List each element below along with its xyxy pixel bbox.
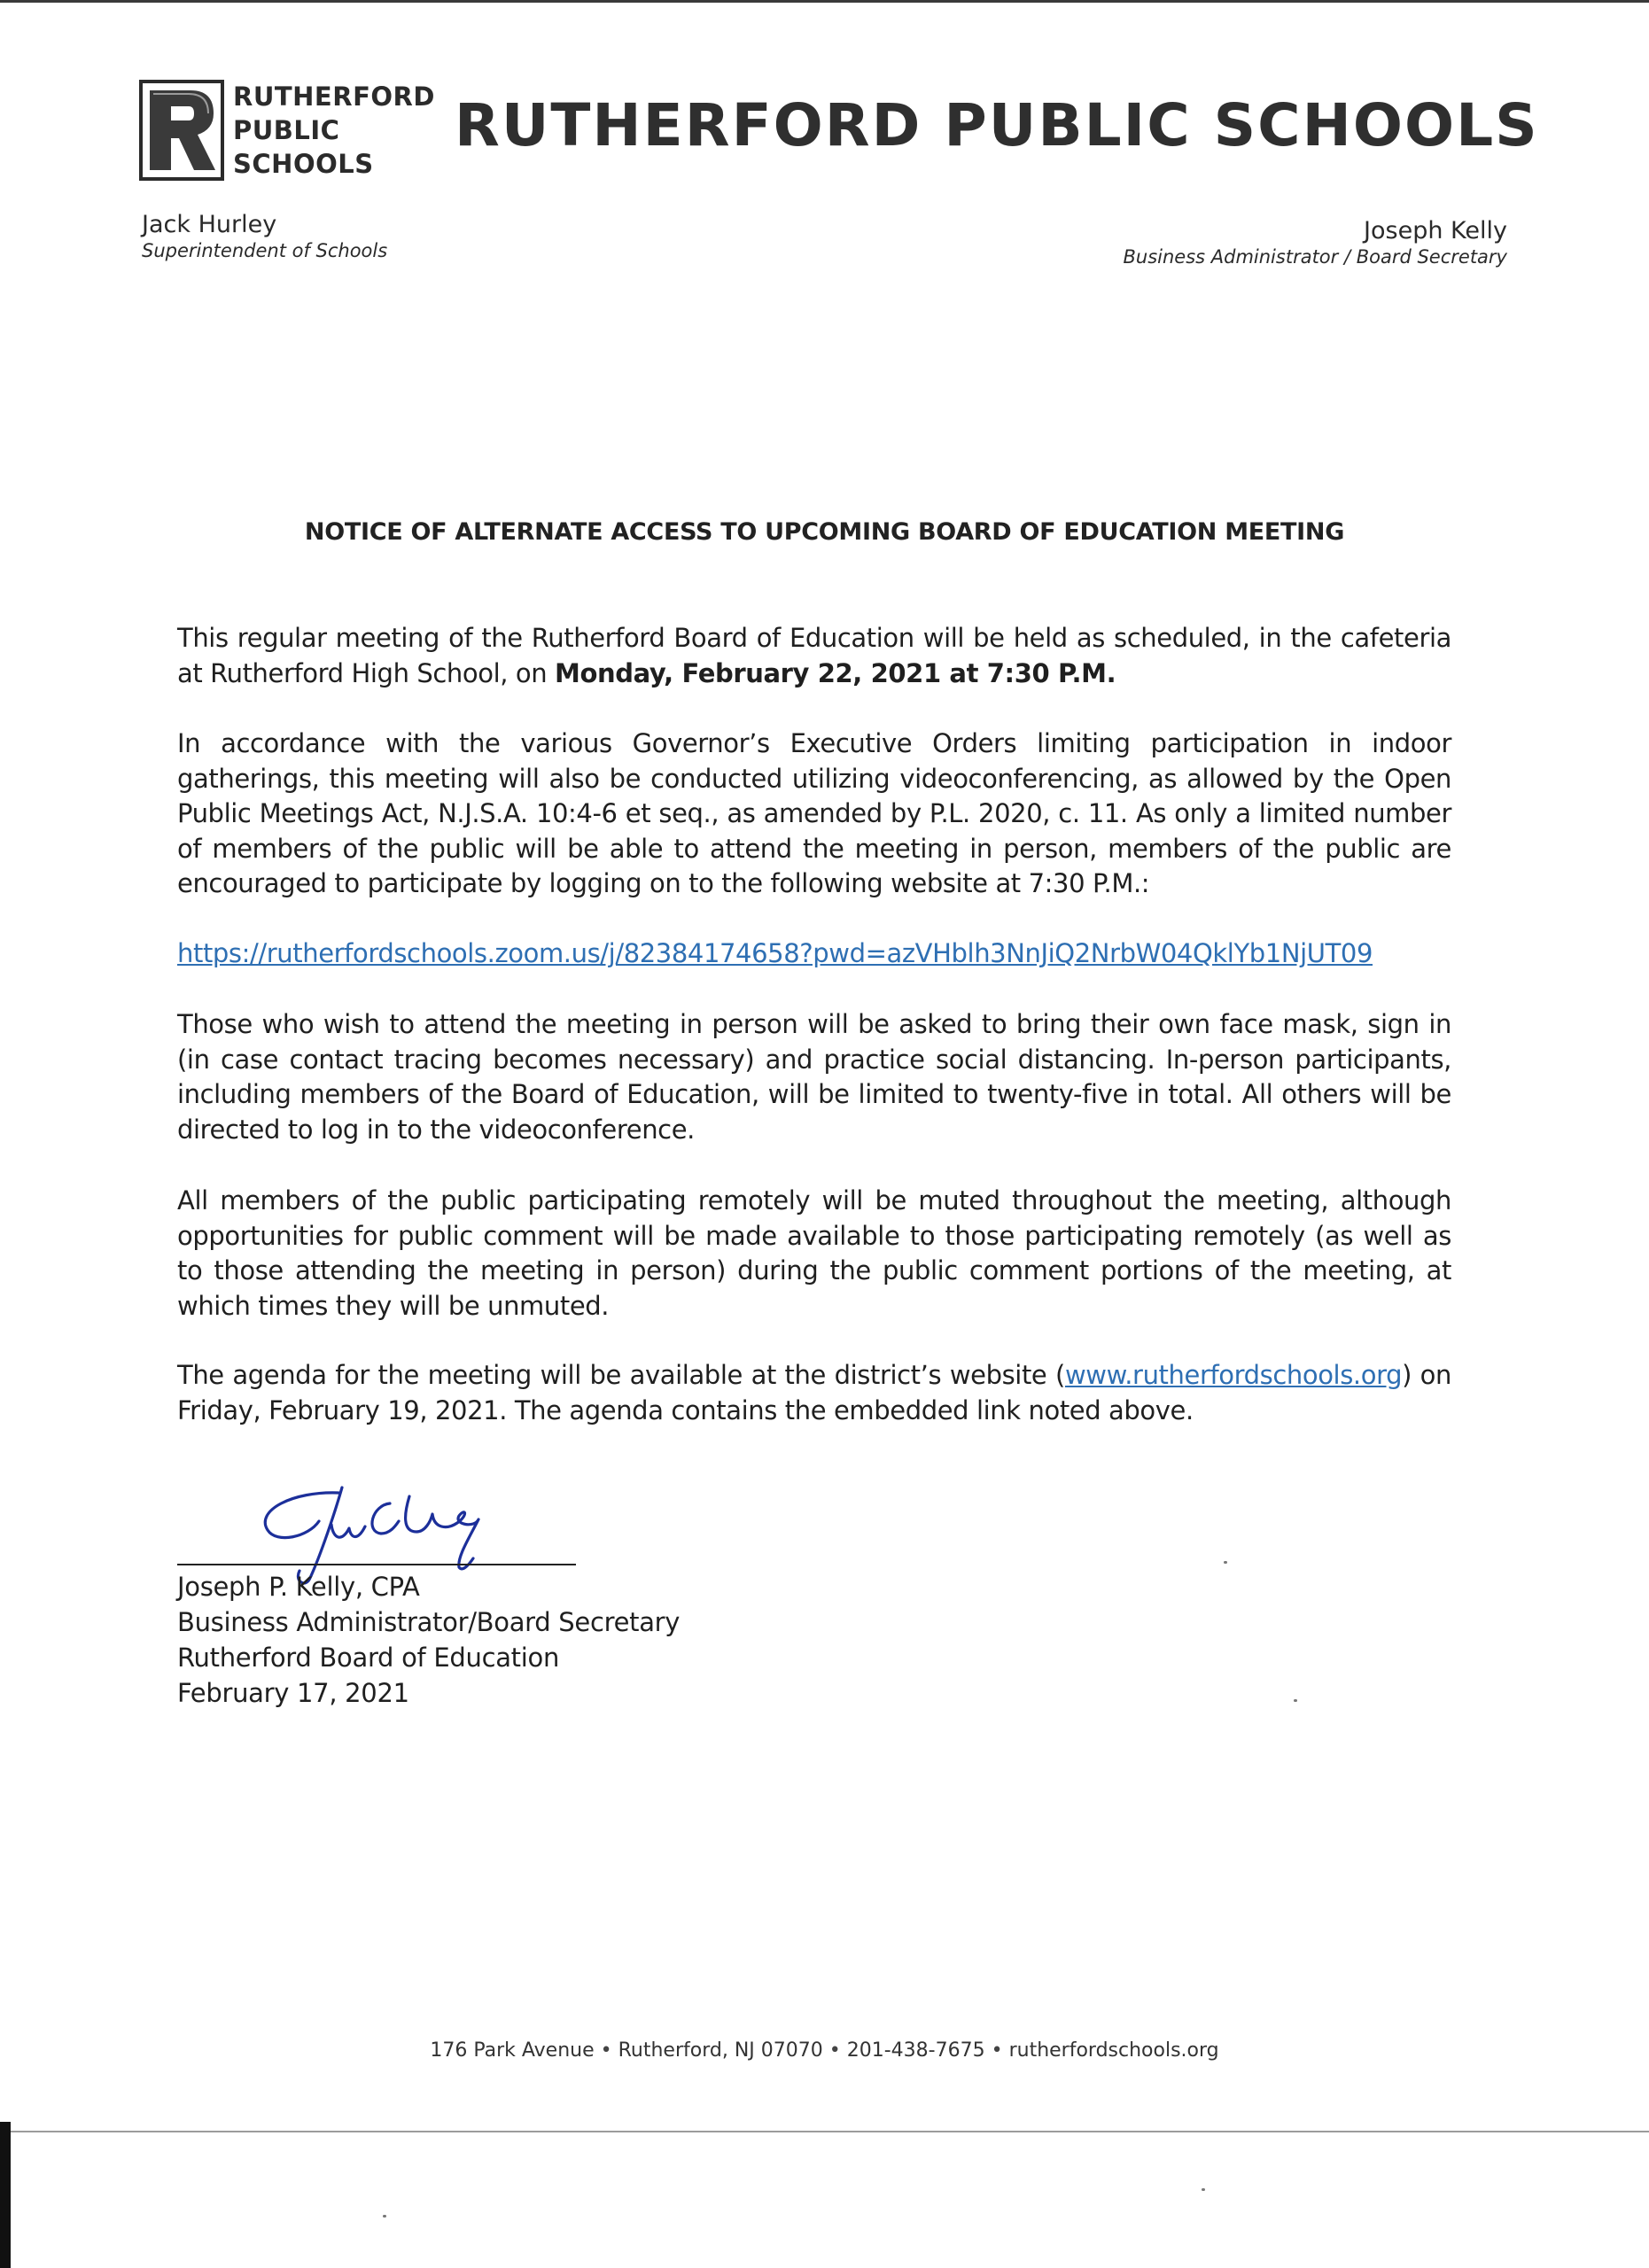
scan-left-bar — [0, 2122, 11, 2268]
agenda-text-before: The agenda for the meeting will be available at the district’s website ( — [177, 1360, 1065, 1390]
business-administrator-role: Business Administrator / Board Secretary — [1123, 246, 1507, 268]
logo-line-2: PUBLIC — [233, 115, 340, 145]
superintendent-role: Superintendent of Schools — [142, 240, 388, 261]
scan-speck — [383, 2215, 386, 2218]
rutherford-r-logo-icon — [137, 78, 226, 183]
meeting-date-time: Monday, February 22, 2021 at 7:30 P.M. — [555, 657, 1116, 688]
footer-website: rutherfordschools.org — [1008, 2039, 1219, 2062]
scan-top-edge — [0, 0, 1649, 3]
footer-city: Rutherford, NJ 07070 — [618, 2039, 823, 2062]
scan-speck — [1202, 2188, 1205, 2191]
business-administrator-block — [1123, 217, 1507, 268]
signature-block — [177, 1569, 680, 1711]
superintendent-name: Jack Hurley — [142, 211, 277, 238]
signature-line — [177, 1564, 576, 1565]
logo-line-3: SCHOOLS — [233, 149, 374, 179]
superintendent-block — [142, 211, 387, 262]
district-logo — [137, 78, 435, 183]
signatory-title: Business Administrator/Board Secretary — [177, 1607, 681, 1637]
letterhead-footer — [0, 2039, 1649, 2063]
paragraph-agenda — [177, 1358, 1451, 1428]
paragraph-zoom-link — [177, 936, 1451, 972]
logo-letter: R — [137, 78, 138, 79]
paragraph-videoconference: In accordance with the various Governor’s Executive Orders limiting participation in indoor gatherings, this meeting will also be conducted utilizing videoconferencing, as allowed by the Open Public Meetings Act, N.J.S.A. 10:4-6 et seq., as amended by P.L. 2020, c. 11. As only a limited number of members of the public will be able to attend the meeting in person, members of the public are encouraged to participate by logging on to the following website at 7:30 P.M.: — [177, 728, 1451, 898]
scan-speck — [1294, 1699, 1297, 1702]
footer-separator: • — [600, 2039, 612, 2062]
scan-speck — [1224, 1561, 1227, 1564]
logo-wordmark — [233, 80, 435, 181]
business-administrator-name: Joseph Kelly — [1364, 217, 1507, 245]
paragraph-meeting-schedule — [177, 621, 1451, 691]
zoom-meeting-link[interactable]: https://rutherfordschools.zoom.us/j/82384174658?pwd=azVHblh3NnJiQ2NrbW04QklYb1NjUT09 — [177, 938, 1373, 968]
footer-address: 176 Park Avenue — [430, 2039, 595, 2062]
paragraph-in-person-rules: Those who wish to attend the meeting in person will be asked to bring their own face mask, sign in (in case contact tracing becomes necessary) and practice social distancing. In-person participants, including members of the Board of Education, will be limited to twenty-five in total. All others will be directed to log in to the videoconference. — [177, 1009, 1451, 1145]
district-website-link[interactable]: www.rutherfordschools.org — [1064, 1360, 1403, 1390]
signatory-name: Joseph P. Kelly, CPA — [177, 1572, 420, 1602]
notice-heading: NOTICE OF ALTERNATE ACCESS TO UPCOMING BOARD OF EDUCATION MEETING — [304, 518, 1345, 546]
footer-phone: 201-438-7675 — [846, 2039, 985, 2062]
signatory-organization: Rutherford Board of Education — [177, 1643, 560, 1673]
signature-date: February 17, 2021 — [177, 1678, 409, 1708]
paragraph-public-comment: All members of the public participating remotely will be muted throughout the meeting, although opportunities for public comment will be made available to those participating remotely (as well as to those attending the meeting in person) during the public comment portions of the meeting, at which times they will be unmuted. — [177, 1185, 1451, 1321]
logo-line-1: RUTHERFORD — [233, 82, 435, 112]
agenda-text-after: ) on Friday, February 19, 2021. The agenda contains the embedded link noted above. — [177, 1360, 1451, 1425]
letterhead-title: RUTHERFORD PUBLIC SCHOOLS — [455, 91, 1539, 159]
scan-fold-line — [0, 2131, 1649, 2132]
footer-separator: • — [828, 2039, 841, 2062]
footer-separator: • — [991, 2039, 1003, 2062]
meeting-schedule-text: This regular meeting of the Rutherford Board of Education will be held as scheduled, in the cafeteria at Rutherford High School, on — [177, 623, 1451, 688]
